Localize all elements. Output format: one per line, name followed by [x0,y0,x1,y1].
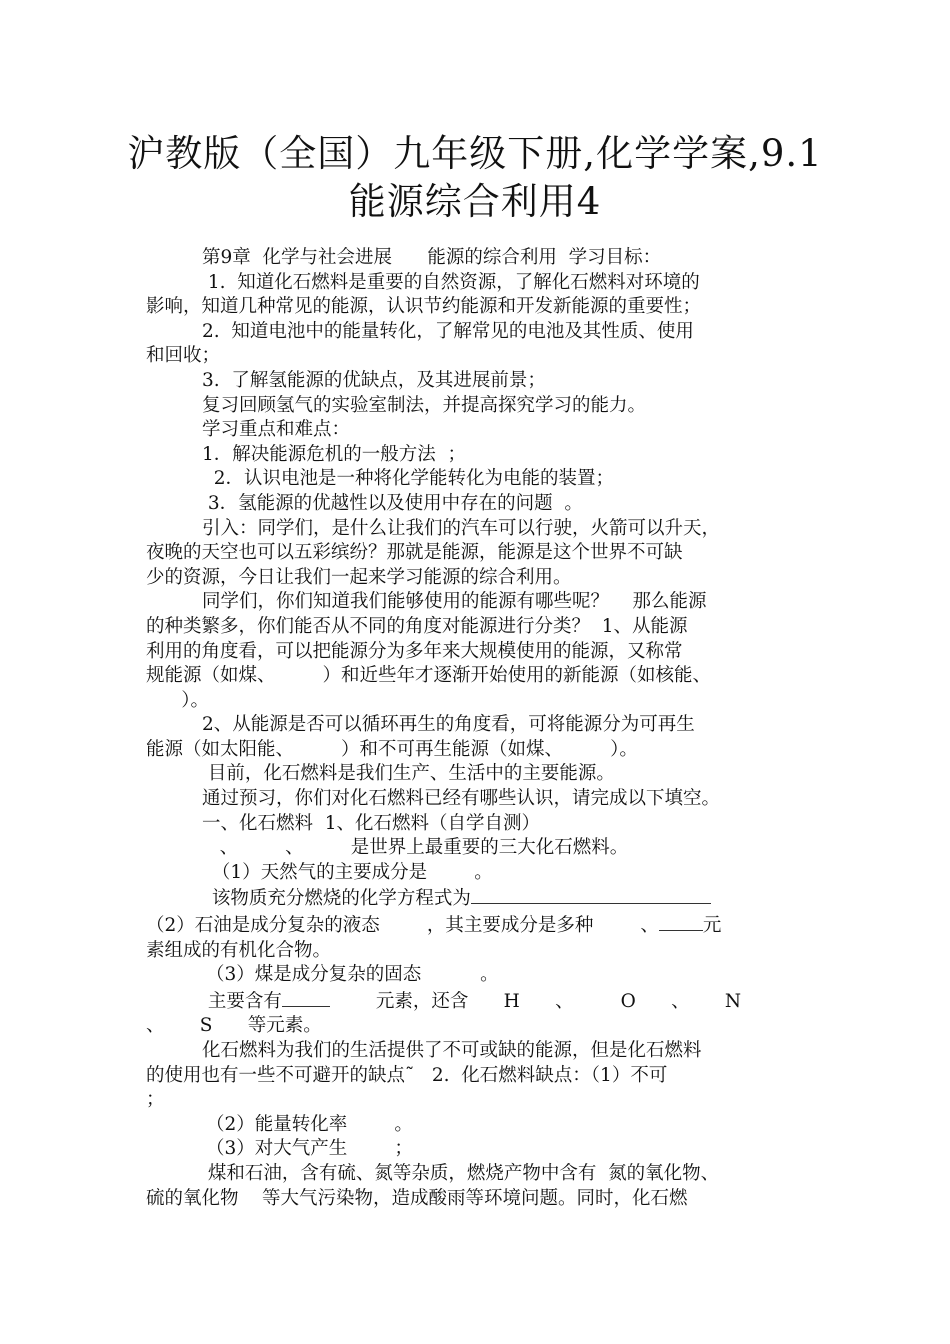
text-line: （3）对大气产生 ； [206,1138,413,1160]
text-line: 、 S 等元素。 [146,1015,322,1037]
text-line: 素组成的有机化合物。 [146,939,332,961]
text-line: （2）能量转化率 。 [206,1113,413,1135]
text-line: （1）天然气的主要成分是 。 [206,861,493,883]
text-line: 引入：同学们，是什么让我们的汽车可以行驶，火箭可以升天， [202,517,721,539]
text-line: 2、从能源是否可以循环再生的角度看，可将能源分为可再生 [202,714,695,736]
text-segment: 主要含有 [202,990,282,1012]
blank-line [659,912,703,931]
document-title-line-2: 能源综合利用4 [348,180,602,223]
text-line: 3. 了解氢能源的优缺点，及其进展前景； [202,369,546,391]
text-line: 目前，化石燃料是我们生产、生活中的主要能源。 [202,763,615,785]
text-line: 能源（如太阳能、 ）和不可再生能源（如煤、 ）。 [146,738,638,760]
text-line: 的种类繁多，你们能否从不同的角度对能源进行分类？ 1、从能源 [146,615,688,637]
blank-line [282,988,330,1007]
text-line: 学习重点和难点： [202,419,351,441]
text-line: 同学们，你们知道我们能够使用的能源有哪些呢？ 那么能源 [202,591,707,613]
text-line: 2. 知道电池中的能量转化，了解常见的电池及其性质、使用 [202,320,694,342]
text-line [146,885,826,912]
text-line: 少的资源，今日让我们一起来学习能源的综合利用。 [146,566,572,588]
text-line: 通过预习，你们对化石燃料已经有哪些认识，请完成以下填空。 [202,788,721,810]
document-title-line-1: 沪教版（全国）九年级下册,化学学案,9.1 [127,132,823,175]
document-body [146,246,826,1211]
text-line: 1. 知道化石燃料是重要的自然资源，了解化石燃料对环境的 [202,271,700,293]
text-line [146,988,826,1015]
text-line: 2．认识电池是一种将化学能转化为电能的装置； [202,468,615,490]
text-line: 煤和石油，含有硫、氮等杂质，燃烧产物中含有 氮的氧化物、 [202,1162,720,1184]
text-line: 规能源（如煤、 ）和近些年才逐渐开始使用的新能源（如核能、 [146,665,712,687]
text-line: 影响，知道几种常见的能源，认识节约能源和开发新能源的重要性； [146,296,702,318]
text-line: 第9章 化学与社会进展 能源的综合利用 学习目标： [202,247,662,268]
text-line: 利用的角度看，可以把能源分为多年来大规模使用的能源，又称常 [146,640,683,662]
text-segment: 元 [702,915,722,937]
text-line: 硫的氧化物 等大气污染物，造成酸雨等环境问题。同时，化石燃 [146,1187,688,1209]
text-line: 和回收； [146,345,221,367]
blank-line [471,885,711,904]
text-line: ）。 [146,689,210,711]
text-line [146,912,826,939]
text-line: 、 、 是世界上最重要的三大化石燃料。 [202,837,629,859]
text-line: 夜晚的天空也可以五彩缤纷？那就是能源，能源是这个世界不可缺 [146,542,683,564]
text-line: 一、化石燃料 1、化石燃料（自学自测） [202,812,541,834]
text-segment: 该物质充分燃烧的化学方程式为 [206,888,471,910]
text-segment: 元素，还含 H 、 O 、 N [375,990,742,1012]
text-line: （3）煤是成分复杂的固态 。 [206,964,499,986]
text-line: ； [146,1089,165,1111]
text-line: 复习回顾氢气的实验室制法，并提高探究学习的能力。 [202,394,647,416]
text-line: 3．氢能源的优越性以及使用中存在的问题 。 [202,492,583,514]
text-line: 的使用也有一些不可避开的缺点˜ 2. 化石燃料缺点：（1）不可 [146,1064,668,1086]
text-segment: （2）石油是成分复杂的液态 ，其主要成分是多种 、 [146,915,659,937]
text-line: 化石燃料为我们的生活提供了不可或缺的能源，但是化石燃料 [202,1040,702,1061]
text-line: 1．解决能源危机的一般方法 ； [202,443,467,465]
